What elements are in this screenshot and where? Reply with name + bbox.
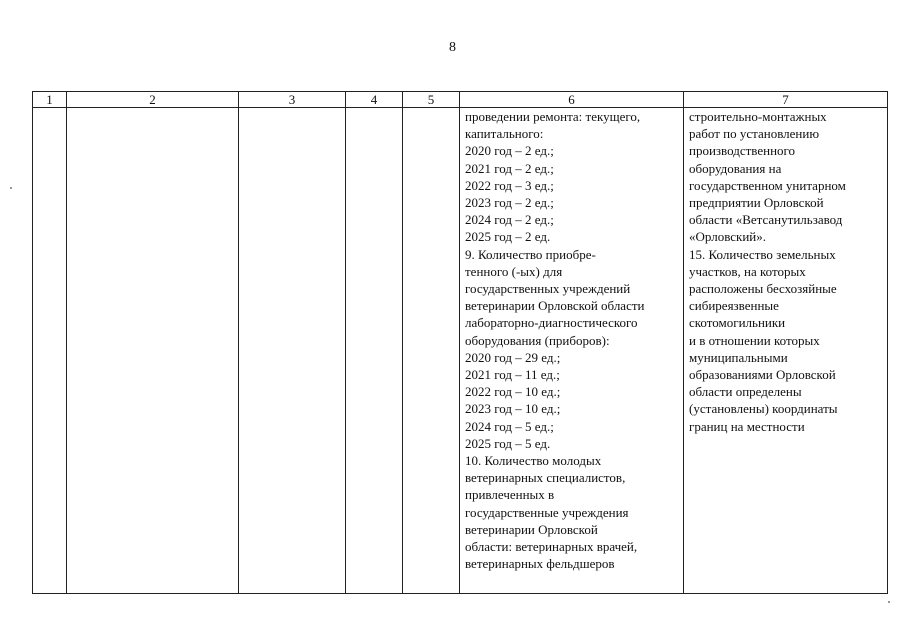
scan-speck (10, 187, 12, 189)
table-body-row (33, 108, 888, 594)
col6-text-line: оборудования (приборов): (465, 332, 610, 348)
col6-text-line: ветеринарных фельдшеров (465, 556, 615, 572)
col6-text-line: 2021 год – 11 ед.; (465, 367, 560, 383)
col7-text-line: «Орловский». (689, 229, 767, 245)
column-header-4: 4 (346, 92, 403, 108)
column-header-5: 5 (403, 92, 460, 108)
col6-text-line: 2025 год – 5 ед. (465, 435, 551, 451)
col6-text-line: 2023 год – 2 ед.; (465, 195, 554, 211)
col7-text-line: производственного (689, 143, 796, 159)
col6-text-line: проведении ремонта: текущего, (465, 109, 641, 124)
col6-text-line: 9. Количество приобре- (465, 246, 596, 262)
cell-col-7 (684, 108, 888, 594)
col6-text-line: 2023 год – 10 ед.; (465, 401, 561, 417)
col6-text-line: 2025 год – 2 ед. (465, 229, 551, 245)
col6-text-line: 2022 год – 3 ед.; (465, 177, 554, 193)
column-header-6: 6 (460, 92, 684, 108)
document-table (32, 91, 888, 594)
col6-text-line: ветеринарии Орловской области (465, 298, 645, 314)
col7-text-line: границ на местности (689, 418, 805, 434)
col7-text-line: строительно-монтажных (689, 109, 827, 124)
col6-text-line: 2022 год – 10 ед.; (465, 384, 561, 400)
col6-text-line: области: ветеринарных врачей, (465, 539, 638, 555)
column-header-2: 2 (67, 92, 239, 108)
col7-text-line: скотомогильники (689, 315, 786, 331)
col6-text-line: 10. Количество молодых (465, 453, 602, 469)
col7-text-line: образованиями Орловской (689, 367, 836, 383)
col6-text-line: лабораторно-диагностического (465, 315, 638, 331)
col7-text-line: и в отношении которых (689, 332, 820, 348)
col7-text-line: муниципальными (689, 349, 788, 365)
cell-col-5 (403, 108, 460, 594)
col7-text-line: (установлены) координаты (689, 401, 838, 417)
column-header-3: 3 (239, 92, 346, 108)
column-header-1: 1 (33, 92, 67, 108)
column-header-7: 7 (684, 92, 888, 108)
col6-text-line: государственных учреждений (465, 281, 631, 297)
col6-text-line: 2024 год – 2 ед.; (465, 212, 554, 228)
col6-text-line: 2020 год – 2 ед.; (465, 143, 554, 159)
scan-speck (888, 601, 890, 603)
cell-col-6 (460, 108, 684, 594)
col6-text-line: привлеченных в (465, 487, 555, 503)
col7-text-line: предприятии Орловской (689, 195, 824, 211)
col7-text-line: государственном унитарном (689, 177, 846, 193)
col7-text-line: расположены бесхозяйные (689, 281, 837, 297)
col7-text-line: участков, на которых (689, 263, 806, 279)
col6-text-line: 2020 год – 29 ед.; (465, 349, 561, 365)
col7-text-line: области определены (689, 384, 802, 400)
col6-text-line: тенного (-ых) для (465, 263, 563, 279)
page-number: 8 (449, 40, 456, 55)
col7-text-line: 15. Количество земельных (689, 246, 836, 262)
col7-text-line: оборудования на (689, 160, 782, 176)
cell-col-4 (346, 108, 403, 594)
col6-text-line: ветеринарии Орловской (465, 521, 598, 537)
cell-col-3 (239, 108, 346, 594)
col7-text-line: области «Ветсанутильзавод (689, 212, 843, 228)
col7-text-line: сибиреязвенные (689, 298, 779, 314)
col6-text-line: капитального: (465, 126, 544, 142)
col6-text-line: ветеринарных специалистов, (465, 470, 626, 486)
table-header-row (33, 92, 888, 108)
col6-text-line: 2024 год – 5 ед.; (465, 418, 554, 434)
col6-text-line: 2021 год – 2 ед.; (465, 160, 554, 176)
col6-text-line: государственные учреждения (465, 504, 629, 520)
col7-text-line: работ по установлению (689, 126, 820, 142)
cell-col-1 (33, 108, 67, 594)
cell-col-2 (67, 108, 239, 594)
